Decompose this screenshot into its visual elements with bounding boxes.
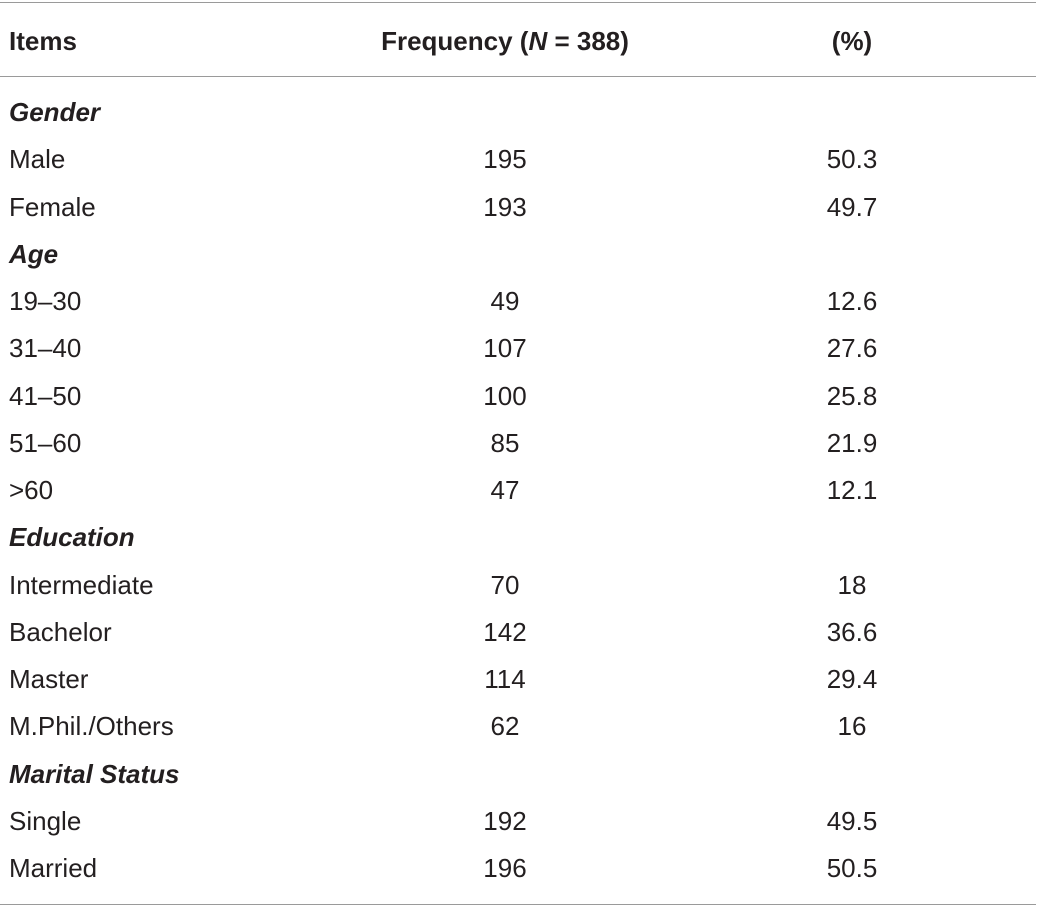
group-row	[0, 751, 1036, 798]
percent-value: 49.7	[826, 191, 878, 222]
item-cell: M.Phil./Others	[9, 711, 174, 742]
frequency-value: 107	[483, 333, 527, 364]
percent-value: 50.3	[826, 144, 878, 175]
percent-value: 12.6	[826, 286, 878, 316]
group-row	[0, 514, 1036, 561]
table-row	[0, 373, 1036, 420]
item-cell: Bachelor	[9, 616, 112, 647]
percent-value: 49.5	[826, 805, 878, 836]
percent-value: 18	[837, 569, 867, 600]
group-label: Age	[9, 238, 59, 269]
header-frequency-n: N	[528, 26, 548, 56]
percent-value: 21.9	[826, 427, 878, 458]
table-row	[0, 703, 1036, 750]
table-row	[0, 845, 1036, 892]
table-bottom-rule	[0, 904, 1036, 905]
table-row	[0, 562, 1036, 609]
table-row	[0, 609, 1036, 656]
header-frequency-prefix: Frequency (	[381, 26, 529, 56]
frequency-value: 114	[484, 664, 526, 694]
frequency-value: 85	[490, 427, 520, 458]
frequency-value: 62	[490, 711, 520, 742]
percent-value: 27.6	[826, 333, 878, 364]
table-header-row	[0, 18, 1036, 65]
table-row	[0, 798, 1036, 845]
table-row	[0, 184, 1036, 231]
frequency-value: 193	[483, 191, 527, 222]
table-top-rule	[0, 2, 1036, 3]
item-cell: Female	[9, 191, 96, 222]
item-cell: 41–50	[9, 380, 82, 411]
frequency-value: 195	[483, 144, 527, 175]
table-row	[0, 278, 1036, 325]
group-row	[0, 231, 1036, 278]
percent-value: 29.4	[826, 664, 878, 694]
item-cell: >60	[9, 475, 54, 505]
table-row	[0, 325, 1036, 372]
table-row	[0, 136, 1036, 183]
percent-value: 50.5	[826, 853, 878, 883]
percent-value: 25.8	[826, 380, 878, 411]
header-items: Items	[9, 26, 77, 56]
frequency-value: 70	[490, 569, 520, 600]
percent-value: 36.6	[826, 616, 878, 647]
group-label: Gender	[9, 97, 101, 127]
item-cell: 51–60	[9, 427, 82, 458]
header-frequency-suffix: = 388)	[547, 26, 629, 56]
item-cell: Married	[9, 853, 98, 883]
item-cell: Intermediate	[9, 569, 154, 600]
item-cell: 31–40	[9, 333, 82, 364]
table-row	[0, 467, 1036, 514]
frequency-value: 142	[483, 616, 527, 647]
table-row	[0, 656, 1036, 703]
frequency-value: 100	[483, 380, 527, 411]
table-row	[0, 420, 1036, 467]
group-row	[0, 89, 1036, 136]
frequency-value: 49	[490, 286, 520, 316]
group-label: Marital Status	[9, 758, 180, 789]
frequency-value: 192	[483, 805, 527, 836]
item-cell: Male	[9, 144, 66, 175]
table-header-rule	[0, 76, 1036, 77]
item-cell: 19–30	[9, 286, 82, 316]
header-percent-label: (%)	[831, 26, 873, 56]
item-cell: Single	[9, 805, 82, 836]
frequency-value: 196	[483, 853, 527, 883]
percent-value: 16	[837, 711, 867, 742]
item-cell: Master	[9, 664, 89, 694]
percent-value: 12.1	[826, 475, 878, 505]
frequency-value: 47	[490, 475, 520, 505]
group-label: Education	[9, 522, 135, 553]
